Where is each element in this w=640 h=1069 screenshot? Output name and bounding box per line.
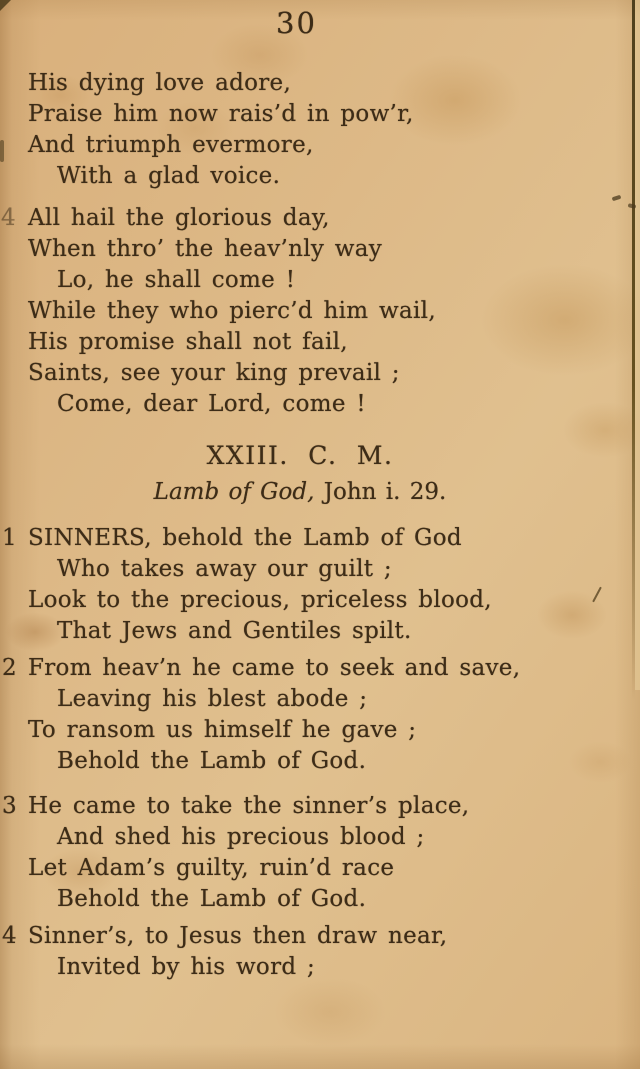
page-number: 30 [276,6,317,40]
verse-line: His dying love adore, [28,70,292,96]
verse-line: His promise shall not fail, [28,329,348,355]
verse-3 [2,791,470,915]
scripture-reference: John i. 29. [314,479,447,505]
verse-line: Let Adam’s guilty, ruin’d race [28,855,395,881]
verse-line: All hail the glorious day, [28,205,330,231]
page-corner-mark [0,0,11,11]
verse-2 [2,653,521,777]
ink-speck [612,195,622,202]
verse-number: 2 [2,655,17,681]
verse-line: Saints, see your king prevail ; [28,360,400,386]
verse-line: Praise him now rais’d in pow’r, [28,101,414,127]
verse-4 [2,921,448,983]
verse-line: Behold the Lamb of God. [57,748,367,774]
verse-line: Lo, he shall come ! [57,267,296,293]
verse-line: Leaving his blest abode ; [57,686,368,712]
verse-line: From heav’n he came to seek and save, [28,655,521,681]
verse-line: And triumph evermore, [28,132,314,158]
verse-line: Sinner’s, to Jesus then draw near, [28,923,448,949]
adjacent-page-edge [635,0,640,690]
stanza-continuation [28,68,414,192]
hymn-number: XXIII. [206,441,289,470]
verse-number: 4 [2,923,17,949]
verse-line: Come, dear Lord, come ! [57,391,366,417]
verse-line: SINNERS, behold the Lamb of God [28,525,462,551]
hymn-title: Lamb of God, [153,479,315,505]
verse-line: Who takes away our guilt ; [57,556,392,582]
verse-line: Invited by his word ; [57,954,316,980]
verse-number: 3 [2,793,17,819]
verse-line: He came to take the sinner’s place, [28,793,470,819]
left-edge-ink-mark [0,140,4,162]
verse-line: To ransom us himself he gave ; [28,717,417,743]
verse-1 [2,523,492,647]
verse-number: 4 [1,205,16,231]
verse-line: While they who pierc’d him wail, [28,298,436,324]
verse-number: 1 [2,525,17,551]
verse-line: With a glad voice. [57,163,281,189]
hymn-meter: C. M. [308,441,394,470]
hymn-subtitle [0,479,600,505]
verse-line: And shed his precious blood ; [57,824,425,850]
verse-line: That Jews and Gentiles spilt. [57,618,412,644]
verse-line: When thro’ the heav’nly way [28,236,383,262]
hymn-heading [0,441,600,470]
stanza-4 [1,203,436,420]
stray-slash-mark [592,587,602,603]
verse-line: Look to the precious, priceless blood, [28,587,492,613]
verse-line: Behold the Lamb of God. [57,886,367,912]
ink-speck [628,203,637,209]
